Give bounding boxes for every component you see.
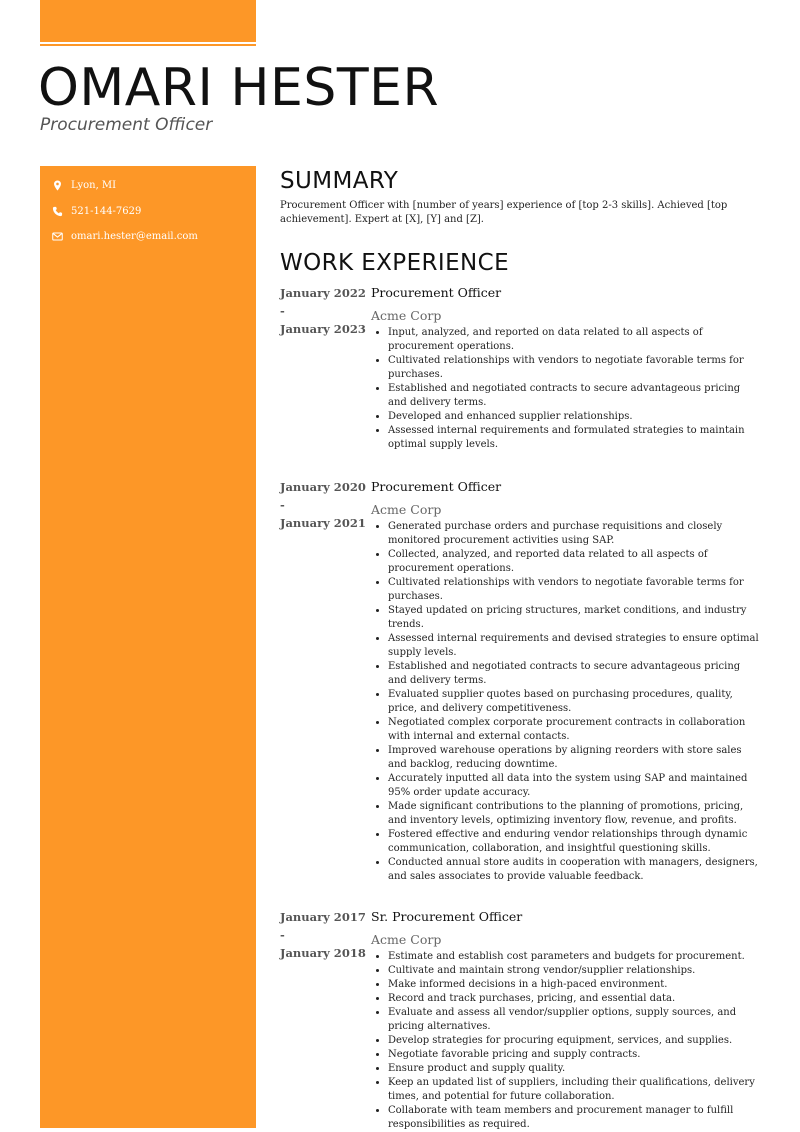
job-date-end: January 2021 <box>280 516 366 530</box>
job-bullet: • Collected, analyzed, and reported data related to all aspects of procurement operations. <box>388 548 762 576</box>
job-date-sep: - <box>280 304 285 318</box>
job-date-start: January 2017 <box>280 910 366 924</box>
job-bullet: • Fostered effective and enduring vendor relationships through dynamic communication, collaboration, and insightful questioning skills. <box>388 828 762 856</box>
job-bullet: • Collaborate with team members and procurement manager to fulfill responsibilities as required. <box>388 1104 762 1132</box>
job-bullet: • Negotiated complex corporate procurement contracts in collaboration with internal and external contacts. <box>388 716 762 744</box>
contact-phone <box>52 206 141 217</box>
job-dates <box>280 478 366 532</box>
candidate-name: OMARI HESTER <box>38 58 440 118</box>
job-bullets <box>371 326 762 452</box>
email-link[interactable]: omari.hester@email.com <box>71 231 198 242</box>
job-title: Procurement Officer <box>371 479 502 494</box>
job-body <box>371 284 762 452</box>
job-body <box>371 908 762 1132</box>
header-accent-block <box>40 0 256 42</box>
job-date-start: January 2022 <box>280 286 366 300</box>
candidate-role: Procurement Officer <box>40 115 213 135</box>
job-bullet: • Improved warehouse operations by aligning reorders with store sales and backlog, reducing downtime. <box>388 744 762 772</box>
job-dates <box>280 908 366 962</box>
job-bullet: • Cultivated relationships with vendors to negotiate favorable terms for purchases. <box>388 354 762 382</box>
envelope-icon <box>52 231 63 242</box>
job-bullet: • Record and track purchases, pricing, and essential data. <box>388 992 762 1006</box>
job-entry <box>280 908 762 1132</box>
job-bullet: • Negotiate favorable pricing and supply contracts. <box>388 1048 762 1062</box>
job-bullet: • Make informed decisions in a high-paced environment. <box>388 978 762 992</box>
job-bullet: • Develop strategies for procuring equipment, services, and supplies. <box>388 1034 762 1048</box>
job-company: Acme Corp <box>371 308 442 323</box>
job-bullet: • Developed and enhanced supplier relationships. <box>388 410 762 424</box>
job-dates <box>280 284 366 338</box>
phone-text: 521-144-7629 <box>71 206 142 217</box>
job-date-sep: - <box>280 498 285 512</box>
experience-heading: WORK EXPERIENCE <box>280 250 510 276</box>
job-bullet: • Made significant contributions to the planning of promotions, pricing, and inventory levels, optimizing inventory flow, revenue, and profits. <box>388 800 762 828</box>
job-bullet: • Established and negotiated contracts to secure advantageous pricing and delivery terms. <box>388 382 762 410</box>
job-bullet: • Assessed internal requirements and formulated strategies to maintain optimal supply levels. <box>388 424 762 452</box>
job-bullet: • Keep an updated list of suppliers, including their qualifications, delivery times, and potential for future collaboration. <box>388 1076 762 1104</box>
job-bullet: • Evaluate and assess all vendor/supplier options, supply sources, and pricing alternatives. <box>388 1006 762 1034</box>
contact-location <box>52 180 116 191</box>
job-bullet: • Accurately inputted all data into the system using SAP and maintained 95% order update accuracy. <box>388 772 762 800</box>
job-bullet: • Input, analyzed, and reported on data related to all aspects of procurement operations. <box>388 326 762 354</box>
job-company: Acme Corp <box>371 502 442 517</box>
main-content <box>280 166 762 1132</box>
job-bullet: • Cultivated relationships with vendors to negotiate favorable terms for purchases. <box>388 576 762 604</box>
job-date-end: January 2018 <box>280 946 366 960</box>
job-bullet: • Conducted annual store audits in cooperation with managers, designers, and sales associates to provide valuable feedback. <box>388 856 762 884</box>
contact-email[interactable] <box>52 231 198 242</box>
job-date-sep: - <box>280 928 285 942</box>
job-entry <box>280 284 762 452</box>
job-bullet: • Generated purchase orders and purchase requisitions and closely monitored procurement activities using SAP. <box>388 520 762 548</box>
job-title: Procurement Officer <box>371 285 502 300</box>
phone-icon <box>52 206 63 217</box>
summary-text: Procurement Officer with [number of years] experience of [top 2-3 skills]. Achieved [top achievement]. Expert at [X], [Y] and [Z]. <box>280 200 728 225</box>
location-text: Lyon, MI <box>71 180 117 191</box>
job-body <box>371 478 762 884</box>
job-bullet: • Estimate and establish cost parameters and budgets for procurement. <box>388 950 762 964</box>
header-accent-line <box>40 44 256 46</box>
summary-heading: SUMMARY <box>280 168 399 194</box>
job-bullet: • Cultivate and maintain strong vendor/supplier relationships. <box>388 964 762 978</box>
job-bullet: • Ensure product and supply quality. <box>388 1062 762 1076</box>
job-date-end: January 2023 <box>280 322 366 336</box>
job-date-start: January 2020 <box>280 480 366 494</box>
job-entry <box>280 478 762 884</box>
job-bullet: • Assessed internal requirements and devised strategies to ensure optimal supply levels. <box>388 632 762 660</box>
job-bullets <box>371 950 762 1132</box>
job-bullets <box>371 520 762 884</box>
sidebar <box>40 166 256 1128</box>
job-bullet: • Stayed updated on pricing structures, market conditions, and industry trends. <box>388 604 762 632</box>
location-pin-icon <box>52 180 63 191</box>
job-title: Sr. Procurement Officer <box>371 909 523 924</box>
job-list <box>280 284 762 1132</box>
job-bullet: • Established and negotiated contracts to secure advantageous pricing and delivery terms. <box>388 660 762 688</box>
job-bullet: • Evaluated supplier quotes based on purchasing procedures, quality, price, and delivery competitiveness. <box>388 688 762 716</box>
job-company: Acme Corp <box>371 932 442 947</box>
